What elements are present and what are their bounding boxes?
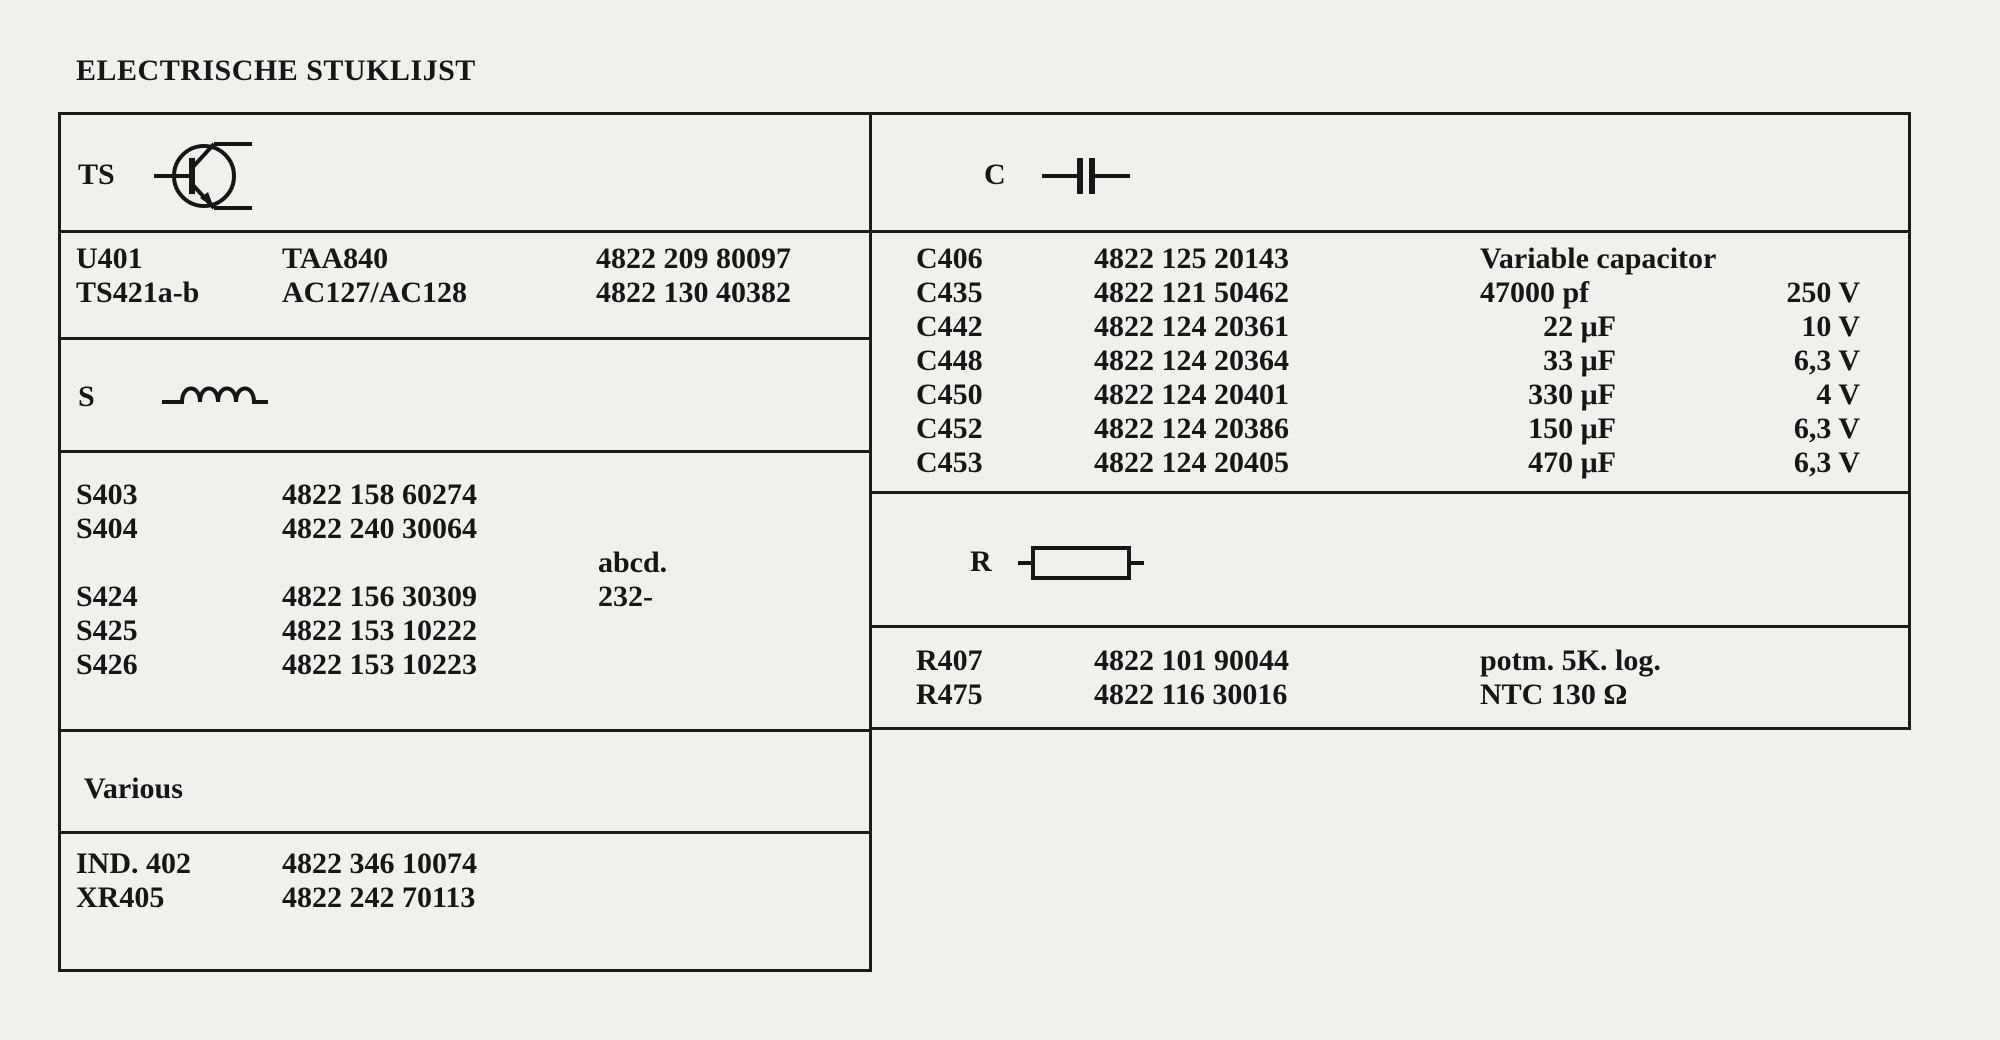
table-border-right bbox=[1908, 112, 1911, 730]
r-row-ref: R475 bbox=[916, 678, 983, 711]
s-row-ref: S425 bbox=[76, 614, 138, 647]
s-header: S bbox=[78, 380, 95, 413]
r-header: R bbox=[970, 545, 992, 578]
c-row-ref: C435 bbox=[916, 276, 983, 309]
r-row-desc: potm. 5K. log. bbox=[1480, 644, 1661, 677]
table-border-bottom-right bbox=[869, 727, 1911, 730]
various-row-code: 4822 346 10074 bbox=[282, 847, 477, 880]
various-row-code: 4822 242 70113 bbox=[282, 881, 476, 914]
ts-row-ref: U401 bbox=[76, 242, 143, 275]
various-header: Various bbox=[84, 772, 183, 805]
s-row-ref: S424 bbox=[76, 580, 138, 613]
c-row-code: 4822 124 20405 bbox=[1094, 446, 1289, 479]
c-row-value: 470 μF bbox=[1528, 446, 1616, 479]
various-row-ref: IND. 402 bbox=[76, 847, 192, 880]
s-row-code: 4822 156 30309 bbox=[282, 580, 477, 613]
rule-various-header bbox=[58, 831, 872, 834]
transistor-icon bbox=[152, 136, 262, 216]
rule-ts-body bbox=[58, 337, 872, 340]
rule-s-header bbox=[58, 450, 872, 453]
c-row-ref: C406 bbox=[916, 242, 983, 275]
c-row-voltage: 250 V bbox=[1786, 276, 1860, 309]
rule-r-header bbox=[869, 625, 1911, 628]
various-row-ref: XR405 bbox=[76, 881, 165, 914]
c-row-value: Variable capacitor bbox=[1480, 242, 1717, 275]
c-row-ref: C448 bbox=[916, 344, 983, 377]
s-row-code: 4822 240 30064 bbox=[282, 512, 477, 545]
c-row-code: 4822 124 20386 bbox=[1094, 412, 1289, 445]
r-row-code: 4822 101 90044 bbox=[1094, 644, 1289, 677]
r-row-ref: R407 bbox=[916, 644, 983, 677]
c-row-code: 4822 125 20143 bbox=[1094, 242, 1289, 275]
coil-icon bbox=[160, 380, 270, 410]
c-row-code: 4822 124 20364 bbox=[1094, 344, 1289, 377]
ts-row-code: 4822 209 80097 bbox=[596, 242, 791, 275]
c-row-value: 33 μF bbox=[1543, 344, 1616, 377]
s-row-code: 4822 158 60274 bbox=[282, 478, 477, 511]
c-row-ref: C453 bbox=[916, 446, 983, 479]
c-header: C bbox=[984, 158, 1006, 191]
r-row-code: 4822 116 30016 bbox=[1094, 678, 1288, 711]
resistor-icon bbox=[1018, 543, 1144, 583]
c-row-voltage: 4 V bbox=[1816, 378, 1860, 411]
rule-s-body bbox=[58, 729, 872, 732]
table-border-bottom-left bbox=[58, 969, 872, 972]
s-note-line1: abcd. bbox=[598, 546, 668, 579]
c-row-value: 22 μF bbox=[1543, 310, 1616, 343]
s-row-ref: S403 bbox=[76, 478, 138, 511]
c-row-value: 47000 pf bbox=[1480, 276, 1590, 309]
c-row-voltage: 6,3 V bbox=[1793, 344, 1860, 377]
c-row-ref: C452 bbox=[916, 412, 983, 445]
table-divider-middle bbox=[869, 112, 872, 972]
c-row-voltage: 10 V bbox=[1801, 310, 1860, 343]
ts-row-type: TAA840 bbox=[282, 242, 389, 275]
c-row-code: 4822 124 20361 bbox=[1094, 310, 1289, 343]
s-row-code: 4822 153 10222 bbox=[282, 614, 477, 647]
c-row-ref: C450 bbox=[916, 378, 983, 411]
c-row-code: 4822 121 50462 bbox=[1094, 276, 1289, 309]
s-note-line2: 232- bbox=[598, 580, 653, 613]
s-row-code: 4822 153 10223 bbox=[282, 648, 477, 681]
c-row-voltage: 6,3 V bbox=[1793, 446, 1860, 479]
s-row-ref: S426 bbox=[76, 648, 138, 681]
ts-row-ref: TS421a-b bbox=[76, 276, 200, 309]
ts-row-code: 4822 130 40382 bbox=[596, 276, 791, 309]
c-row-value: 330 μF bbox=[1528, 378, 1616, 411]
c-row-ref: C442 bbox=[916, 310, 983, 343]
table-border-left bbox=[58, 112, 61, 972]
rule-c-body bbox=[869, 491, 1911, 494]
ts-header: TS bbox=[78, 158, 115, 191]
c-row-value: 150 μF bbox=[1528, 412, 1616, 445]
capacitor-icon bbox=[1042, 154, 1132, 198]
page-title: ELECTRISCHE STUKLIJST bbox=[76, 54, 476, 87]
rule-c-header bbox=[869, 230, 1911, 233]
table-border-top bbox=[58, 112, 1911, 115]
r-row-desc: NTC 130 Ω bbox=[1480, 678, 1628, 711]
c-row-code: 4822 124 20401 bbox=[1094, 378, 1289, 411]
c-row-voltage: 6,3 V bbox=[1793, 412, 1860, 445]
ts-row-type: AC127/AC128 bbox=[282, 276, 467, 309]
s-row-ref: S404 bbox=[76, 512, 138, 545]
rule-ts-header bbox=[58, 230, 872, 233]
